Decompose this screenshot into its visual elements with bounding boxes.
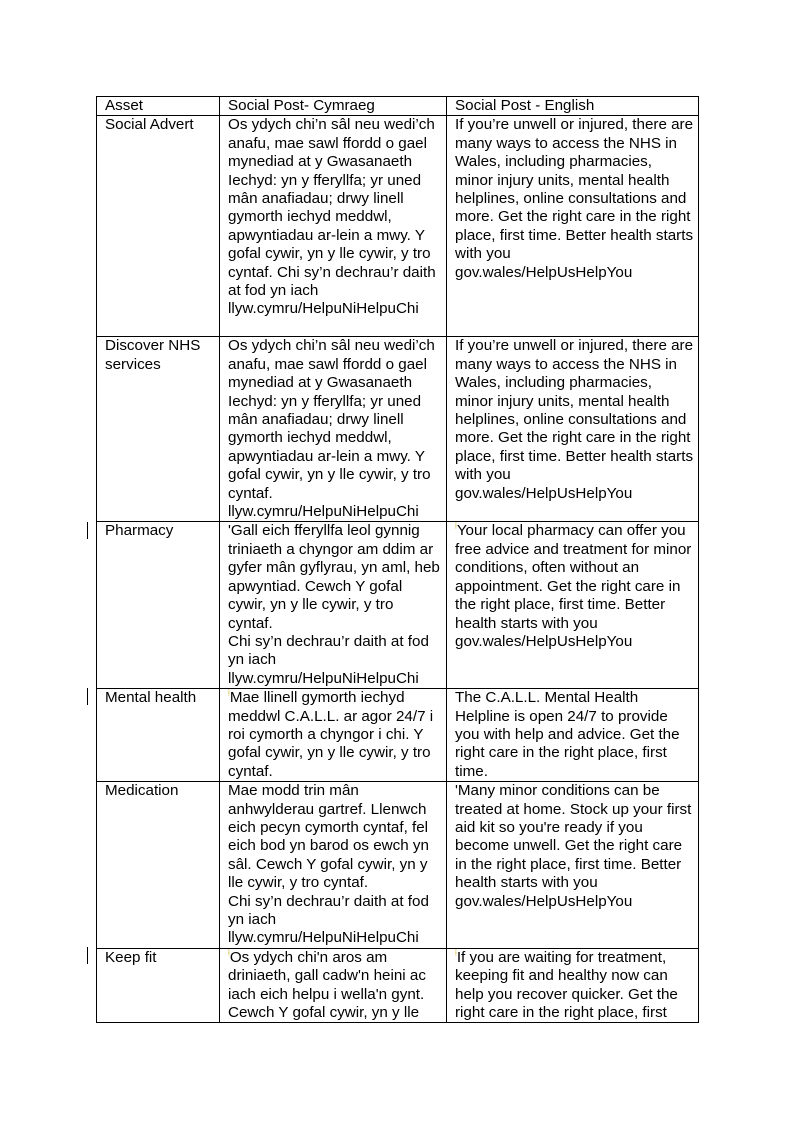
asset-cell: Discover NHS services — [97, 337, 220, 522]
cymraeg-cell-wrapper — [220, 948, 447, 1022]
table-row — [97, 782, 699, 949]
asset-cell: Social Advert — [97, 116, 220, 337]
comment-anchor-icon: ⸽ — [455, 948, 457, 956]
english-cell: Your local pharmacy can offer you free advice and treatment for minor conditions, often without an appointment. Get the right care in the right place, first time. Better health starts with you gov.wales/HelpUsHelpYou — [455, 522, 692, 650]
change-bar-keep-fit — [87, 947, 88, 964]
cymraeg-cell: Os ydych chi’n sâl neu wedi’ch anafu, mae sawl ffordd o gael mynediad at y Gwasanaeth Iechyd: yn y fferyllfa; yr uned mân anafiadau; drwy linell gymorth iechyd meddwl, apwyntiadau ar-lein a mwy. Y gofal cywir, yn y lle cywir, y tro cyntaf. Chi sy’n dechrau’r daith at fod yn iach llyw.cymru/HelpuNiHelpuChi — [220, 116, 447, 337]
header-asset: Asset — [97, 97, 220, 116]
table-row — [97, 948, 699, 1022]
table-row — [97, 522, 699, 689]
change-bar-pharmacy — [87, 522, 88, 539]
comment-anchor-icon: ⸽ — [228, 689, 230, 697]
cymraeg-cell: Os ydych chi’n sâl neu wedi’ch anafu, mae sawl ffordd o gael mynediad at y Gwasanaeth Iechyd: yn y fferyllfa; yr uned mân anafiadau; drwy linell gymorth iechyd meddwl, apwyntiadau ar-lein a mwy. Y gofal cywir, yn y lle cywir, y tro cyntaf. llyw.cymru/HelpuNiHelpuChi — [220, 337, 447, 522]
cymraeg-cell: Mae modd trin mân anhwylderau gartref. Llenwch eich pecyn cymorth cyntaf, fel eich bod yn barod os ewch yn sâl. Cewch Y gofal cywir, yn y lle cywir, y tro cyntaf. Chi sy’n dechrau’r daith at fod yn iach llyw.cymru/HelpuNiHelpuChi — [220, 782, 447, 949]
english-cell-wrapper — [447, 522, 699, 689]
asset-cell: Medication — [97, 782, 220, 949]
comment-anchor-icon: ⸽ — [228, 948, 230, 956]
table-row — [97, 689, 699, 782]
asset-cell: Mental health — [97, 689, 220, 782]
table-row — [97, 116, 699, 337]
cymraeg-cell-wrapper — [220, 689, 447, 782]
cymraeg-cell: 'Gall eich fferyllfa leol gynnig triniaeth a chyngor am ddim ar gyfer mân gyflyrau, yn aml, heb apwyntiad. Cewch Y gofal cywir, yn y lle cywir, y tro cyntaf. Chi sy’n dechrau’r daith at fod yn iach llyw.cymru/HelpuNiHelpuChi — [220, 522, 447, 689]
header-english: Social Post - English — [447, 97, 699, 116]
header-cymraeg: Social Post- Cymraeg — [220, 97, 447, 116]
english-cell: If you’re unwell or injured, there are many ways to access the NHS in Wales, including pharmacies, minor injury units, mental health helplines, online consultations and more. Get the right care in the right place, first time. Better health starts with you gov.wales/HelpUsHelpYou — [447, 116, 699, 337]
english-cell-wrapper — [447, 948, 699, 1022]
cymraeg-cell: Mae llinell gymorth iechyd meddwl C.A.L.L. ar agor 24/7 i roi cymorth a chyngor i chi. Y gofal cywir, yn y lle cywir, y tro cyntaf. — [228, 689, 434, 780]
english-cell: 'Many minor conditions can be treated at home. Stock up your first aid kit so you're ready if you become unwell. Get the right care in the right place, first time. Better health starts with you gov.wales/HelpUsHelpYou — [447, 782, 699, 949]
table-row — [97, 337, 699, 522]
cymraeg-cell: Os ydych chi'n aros am driniaeth, gall cadw'n heini ac iach eich helpu i wella'n gynt. Cewch Y gofal cywir, yn y lle — [228, 948, 426, 1022]
english-cell: If you are waiting for treatment, keeping fit and healthy now can help you recover quicker. Get the right care in the right place, first — [455, 948, 678, 1022]
asset-cell: Keep fit — [97, 948, 220, 1022]
asset-cell: Pharmacy — [97, 522, 220, 689]
table-header-row — [97, 97, 699, 116]
social-posts-table — [96, 96, 699, 1023]
english-cell: If you’re unwell or injured, there are many ways to access the NHS in Wales, including pharmacies, minor injury units, mental health helplines, online consultations and more. Get the right care in the right place, first time. Better health starts with you gov.wales/HelpUsHelpYou — [447, 337, 699, 522]
comment-anchor-icon: ⸽ — [455, 522, 457, 530]
english-cell: The C.A.L.L. Mental Health Helpline is open 24/7 to provide you with help and advice. Get the right care in the right place, first time. — [447, 689, 699, 782]
change-bar-mental-health — [87, 688, 88, 705]
